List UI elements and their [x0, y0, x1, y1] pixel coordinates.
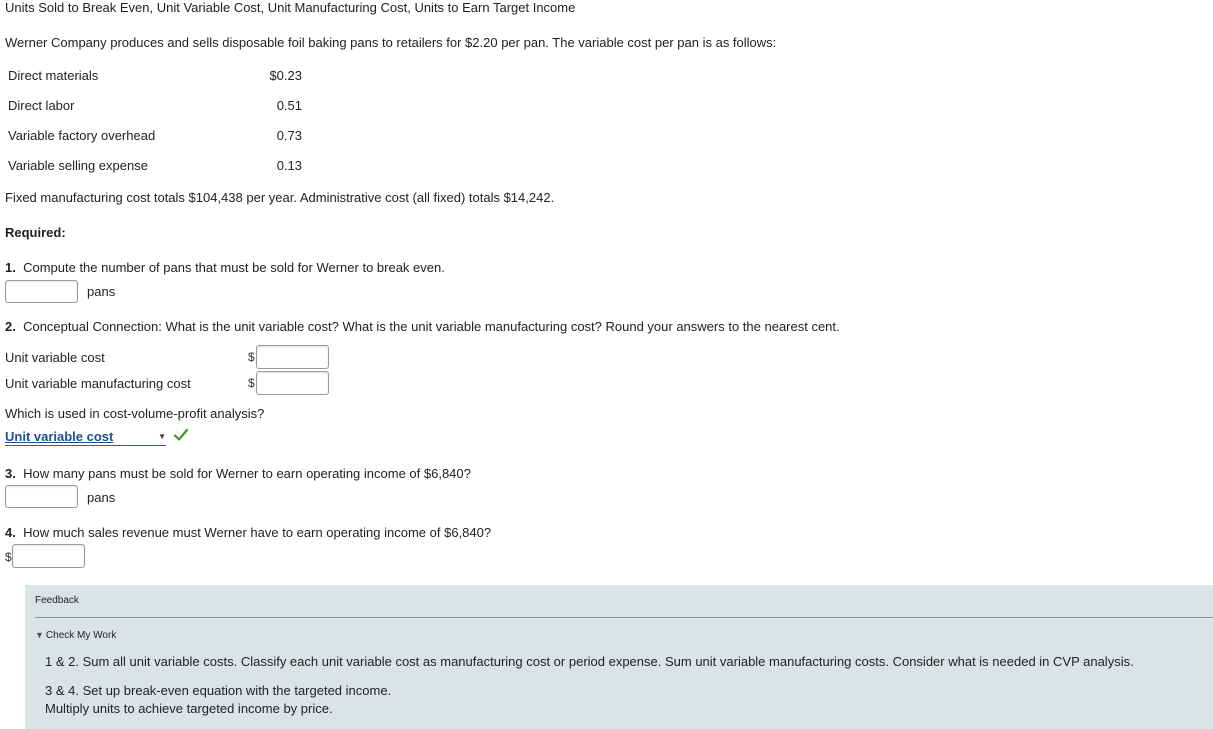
question-4-number: 4.	[5, 525, 16, 540]
cvp-selected-value: Unit variable cost	[5, 429, 114, 444]
checkmark-icon	[173, 427, 189, 443]
feedback-title: Feedback	[35, 595, 79, 606]
cost-value-direct-materials: $0.23	[269, 68, 302, 83]
unit-variable-cost-currency: $	[248, 350, 255, 364]
cost-label-direct-labor: Direct labor	[8, 98, 75, 113]
feedback-hint-2a: 3 & 4. Set up break-even equation with the targeted income.	[45, 683, 392, 698]
fixed-cost-text: Fixed manufacturing cost totals $104,438 per year. Administrative cost (all fixed) totals $14,242.	[5, 190, 555, 205]
cost-label-variable-selling-expense: Variable selling expense	[8, 158, 148, 173]
question-2-number: 2.	[5, 319, 16, 334]
triangle-down-icon: ▼	[35, 630, 44, 640]
cost-value-variable-selling-expense: 0.13	[276, 158, 302, 173]
cvp-question: Which is used in cost-volume-profit analysis?	[5, 406, 265, 421]
q4-currency: $	[5, 550, 12, 564]
unit-variable-cost-label: Unit variable cost	[5, 350, 105, 365]
cost-label-direct-materials: Direct materials	[8, 68, 99, 83]
question-4	[5, 525, 491, 540]
question-2-text: Conceptual Connection: What is the unit variable cost? What is the unit variable manufacturing cost? Round your answers to the nearest cent.	[23, 319, 840, 334]
check-my-work-toggle[interactable]	[35, 630, 116, 641]
feedback-hint-2b: Multiply units to achieve targeted income by price.	[45, 701, 333, 716]
q1-pans-input[interactable]	[5, 280, 78, 303]
question-3-number: 3.	[5, 466, 16, 481]
required-heading: Required:	[5, 225, 66, 240]
dropdown-caret-icon: ▼	[158, 432, 166, 441]
feedback-hint-1: 1 & 2. Sum all unit variable costs. Classify each unit variable cost as manufacturing cost or period expense. Sum unit variable manufacturing costs. Consider what is needed in CVP analysis.	[45, 654, 1134, 669]
page-title: Units Sold to Break Even, Unit Variable Cost, Unit Manufacturing Cost, Units to Earn Target Income	[5, 0, 576, 15]
q3-unit-label: pans	[87, 490, 116, 505]
cost-value-direct-labor: 0.51	[276, 98, 302, 113]
unit-variable-manufacturing-cost-input[interactable]	[256, 371, 329, 395]
question-1	[5, 260, 445, 275]
unit-variable-manufacturing-cost-label: Unit variable manufacturing cost	[5, 376, 191, 391]
question-1-text: Compute the number of pans that must be sold for Werner to break even.	[23, 260, 445, 275]
cost-label-variable-factory-overhead: Variable factory overhead	[8, 128, 156, 143]
cvp-select-dropdown[interactable]	[5, 429, 166, 446]
q3-pans-input[interactable]	[5, 485, 78, 508]
cost-value-variable-factory-overhead: 0.73	[276, 128, 302, 143]
question-3	[5, 466, 471, 481]
unit-variable-manufacturing-cost-currency: $	[248, 376, 255, 390]
feedback-panel	[25, 585, 1213, 729]
question-1-number: 1.	[5, 260, 16, 275]
feedback-divider	[35, 617, 1213, 618]
problem-intro: Werner Company produces and sells disposable foil baking pans to retailers for $2.20 per pan. The variable cost per pan is as follows:	[5, 35, 777, 50]
q4-sales-revenue-input[interactable]	[12, 544, 85, 568]
check-my-work-label: Check My Work	[45, 630, 117, 641]
question-2	[5, 319, 840, 334]
unit-variable-cost-input[interactable]	[256, 345, 329, 369]
q1-unit-label: pans	[87, 284, 116, 299]
question-4-text: How much sales revenue must Werner have to earn operating income of $6,840?	[23, 525, 492, 540]
question-3-text: How many pans must be sold for Werner to earn operating income of $6,840?	[23, 466, 471, 481]
